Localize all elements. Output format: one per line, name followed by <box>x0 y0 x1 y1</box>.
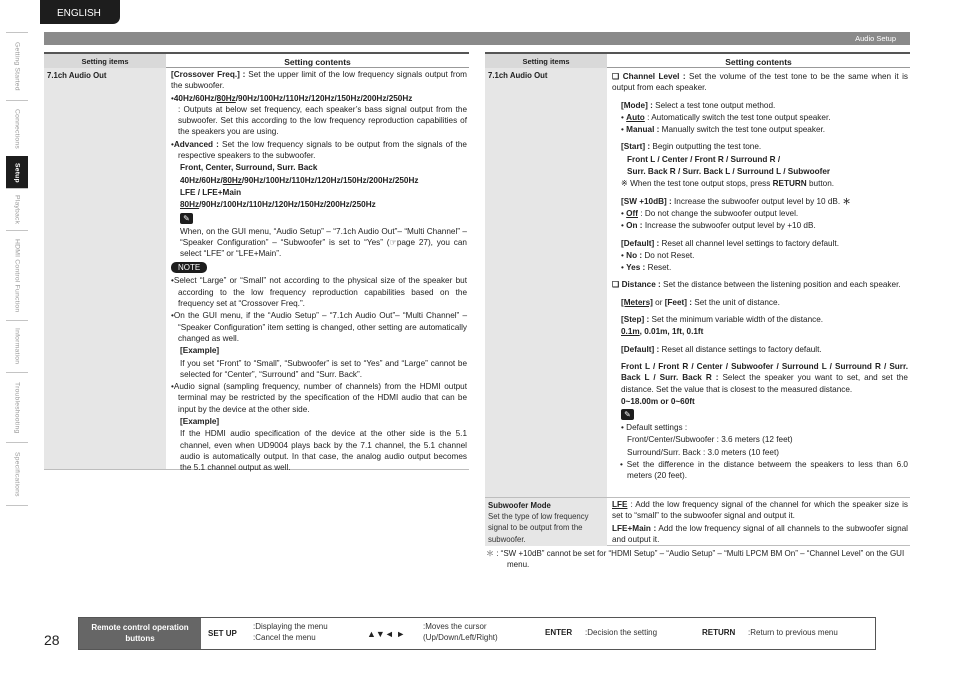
setup-key: SET UP <box>208 629 237 638</box>
step-options: , 0.01m, 1ft, 0.1ft <box>639 327 704 337</box>
step-label: [Step] : <box>621 315 650 325</box>
example-1-label: [Example] <box>180 346 220 356</box>
crossover-freq-pre: 40Hz/60Hz/ <box>173 93 217 103</box>
setting-contents: [Crossover Freq.] : Set the upper limit of the low frequency signals output from the subwoofer. •40Hz/60Hz/80Hz/90Hz/100Hz/110Hz/120Hz/150Hz/200Hz/250Hz : Outputs at below set frequency, each speaker’s bass signal output from the subwoofer. Set this according to the low frequency reproduction capabilities of the speakers you are using. •Advanced : Set the low frequency signals to be output from the signals of the respective speakers to the subwoofer. Front, Center, Surround, Surr. Back 40Hz/60Hz/80Hz/90Hz/100Hz/110Hz/120Hz/150Hz/200Hz/250Hz LFE / LFE+Main 80Hz/90Hz/100Hz/110Hz/120Hz/150Hz/200Hz/250Hz ✎ When, on the GUI menu, “Audio Setup” – “7.1ch Audio Out”– “Multi Channel” – “Speaker Configuration” – “Subwoofer” is set to “Yes” (☞page 27), you can select “LFE” or “LFE+Main”. NOTE •Select “Large” or “Small” not according to the physical size of the speaker but according to the low frequency reproduction capabilities based on the frequency set at “Crossover Freq.”. •On the GUI menu, if the “Audio Setup” – “7.1ch Audio Out”– “Multi Channel” – “Speaker Configuration” item setting is changed, other setting are automatically changed as well. [Example] If you set “Front” to “Small”, “Subwoofer” is set to “Yes” and “Large” cannot be selected for “Center”, “Surround” and “Surr. Back”. •Audio signal (sampling frequency, number of channels) from the HDMI output terminal may be restricted by the specification of the HDMI audio that can be input by the device at the other side. [Example] If the HDMI audio specification of the device at the other side is the 5.1 channel, even when UD9004 plays back by the 7.1 channel, the 5.1 channel audio is automatically output. In that case, the analog audio output becomes the 5.1 channel output as well. <box>171 70 467 473</box>
on-desc: Increase the subwoofer output level by +10 dB. <box>644 221 816 231</box>
items-column <box>44 68 166 469</box>
lfe-mode-label: LFE <box>612 500 628 509</box>
off-label: Off <box>626 208 638 218</box>
subwoofer-mode-title: Subwoofer Mode <box>488 501 551 510</box>
setup-desc-1: :Displaying the menu <box>253 622 328 631</box>
sidebar-item-label: HDMI Control Function <box>13 238 21 313</box>
on-label: On : <box>626 221 643 231</box>
crossover-freq-post: /90Hz/100Hz/110Hz/120Hz/150Hz/200Hz/250Hz <box>235 93 413 103</box>
lfe-freq-post: /90Hz/100Hz/110Hz/120Hz/150Hz/200Hz/250Hz <box>199 200 376 210</box>
sidebar-item-playback[interactable] <box>6 188 28 230</box>
no-label: No : <box>626 250 643 260</box>
note-bullet-1: Select “Large” or “Small” not according to the physical size of the speaker but according to the low frequency reproduction capabilities based on the frequency set at “Crossover Freq.”. <box>173 276 467 309</box>
sidebar-item-getting-started[interactable] <box>6 32 28 100</box>
column-header-items: Setting items <box>44 52 166 68</box>
language-tab: ENGLISH <box>40 0 120 24</box>
lfe-label: LFE / LFE+Main <box>180 187 242 197</box>
example-1-text: If you set “Front” to “Small”, “Subwoofer” is set to “Yes” and “Large” cannot be selected for “Center”, “Surround” and “Surr. Back”. <box>180 358 467 379</box>
lfe-mode-desc: : Add the low frequency signal of the channel for which the speaker size is set to “small” to the subwoofer signal and output it. <box>612 500 908 521</box>
left-settings-table <box>44 52 469 473</box>
auto-desc: : Automatically switch the test tone output speaker. <box>647 112 831 122</box>
lfe-main-label: LFE+Main : <box>612 523 657 533</box>
crossover-desc: Set the upper limit of the low frequency signals output from the subwoofer. <box>171 70 467 91</box>
sidebar-item-hdmi-control[interactable] <box>6 230 28 320</box>
cursor-desc-1: :Moves the cursor <box>423 622 487 631</box>
sw-label: [SW +10dB] : <box>621 196 672 206</box>
distance-desc: Set the distance between the listening position and each speaker. <box>663 280 901 290</box>
pencil-icon: ✎ <box>621 409 634 420</box>
return-key: RETURN <box>702 628 736 637</box>
default-settings-label: Default settings : <box>626 423 688 433</box>
example-2-label: [Example] <box>180 417 220 427</box>
enter-key: ENTER <box>545 628 573 637</box>
enter-desc: :Decision the setting <box>585 628 658 637</box>
start-speaker-list-1: Front L / Center / Front R / Surround R / <box>627 154 781 164</box>
lfe-freq-default: 80Hz <box>180 200 200 210</box>
note-bullet-2: On the GUI menu, if the “Audio Setup” – “7.1ch Audio Out”– “Multi Channel” – “Speaker Configuration” item setting is changed, other setting are automatically changed as well. <box>173 311 467 343</box>
difference-note: Set the difference in the distance betweem the speakers to less than 6.0 meters (20 feet). <box>626 460 908 481</box>
crossover-freq-default: 80Hz <box>216 93 236 103</box>
note-badge: NOTE <box>171 262 207 273</box>
step-default: 0.1m <box>621 327 640 337</box>
dist-default-label: [Default] : <box>621 344 660 354</box>
mode-label: [Mode] : <box>621 100 653 110</box>
setup-desc-2: :Cancel the menu <box>253 633 316 642</box>
sidebar-item-label: Specifications <box>13 451 21 497</box>
setting-item-title: 7.1ch Audio Out <box>488 71 548 80</box>
example-2-text: If the HDMI audio specification of the device at the other side is the 5.1 channel, even when UD9004 plays back by the 7.1 channel, the 5.1 channel audio is automatically output. In that case, the analog audio output becomes the 5.1 channel output as well. <box>180 429 467 473</box>
ch-freq-default: 80Hz <box>222 175 242 185</box>
yes-desc: Reset. <box>647 263 672 273</box>
manual-label: Manual : <box>626 125 660 135</box>
gui-note-post: page 27), you can select “LFE” or “LFE+Main”. <box>180 237 467 259</box>
feet-label: [Feet] : <box>664 297 692 307</box>
gui-note-pre: When, on the GUI menu, “Audio Setup” – “7.1ch Audio Out”– “Multi Channel” – “Speaker Configuration” – “Subwoofer” is set to “Yes” ( <box>180 226 467 247</box>
start-label: [Start] : <box>621 142 651 152</box>
no-desc: Do not Reset. <box>644 250 695 260</box>
page-number: 28 <box>44 632 60 648</box>
sw-desc: Increase the subwoofer output level by 10 dB. <box>674 196 841 206</box>
section-header: Audio Setup <box>44 32 910 45</box>
cursor-arrows-icon: ▲▼◄ ► <box>367 629 406 639</box>
channel-level-label: ❑ Channel Level : <box>612 72 686 81</box>
sidebar-item-label: Setup <box>13 162 21 183</box>
off-desc: : Do not change the subwoofer output level. <box>640 208 799 218</box>
column-header-contents: Setting contents <box>166 52 469 68</box>
return-desc: :Return to previous menu <box>748 628 838 637</box>
default-front: Front/Center/Subwoofer : 3.6 meters (12 feet) <box>627 435 793 445</box>
column-header-items: Setting items <box>485 52 607 68</box>
crossover-freq-desc: : Outputs at below set frequency, each speaker’s bass signal output from the subwoofer. Set this according to the low frequency reproduction capabilities of the speakers you are using. <box>178 104 467 137</box>
distance-range: 0~18.00m or 0~60ft <box>621 396 695 406</box>
row-separator <box>485 497 910 498</box>
yes-label: Yes : <box>626 263 646 273</box>
sidebar-item-setup[interactable] <box>6 156 28 188</box>
advanced-desc: Set the low frequency signals to be output from the signals of the respective speakers to the subwoofer. <box>178 139 467 161</box>
subwoofer-mode-desc: Set the type of low frequency signal to be output from the subwoofer. <box>488 512 589 544</box>
ch-freq-pre: 40Hz/60Hz/ <box>180 175 223 185</box>
crossover-label: [Crossover Freq.] : <box>171 70 246 79</box>
step-desc: Set the minimum variable width of the distance. <box>651 315 824 325</box>
lfe-main-desc: Add the low frequency signal of all channels to the subwoofer signal and output it. <box>612 523 908 544</box>
sidebar-item-connections[interactable] <box>6 100 28 156</box>
ch-freq-post: /90Hz/100Hz/110Hz/120Hz/150Hz/200Hz/250Hz <box>241 175 419 185</box>
setting-contents: ❑ Channel Level : Set the volume of the test tone to be the same when it is output from each speaker. [Mode] : Select a test tone output method. • Auto : Automatically switch the test tone output speaker. • Manual : Manually switch the test tone output speaker. [Start] : Begin outputting the test tone. Front L / Center / Front R / Surround R / Surr. Back R / Surr. Back L / Surround L / Subwoofer ※ When the test tone output stops, press RETURN button. [SW +10dB] : Increase the subwoofer output level by 10 dB. ＊ • Off : Do not change the subwoofer output level. • On : Increase the subwoofer output level by +10 dB. [Default] : Reset all channel level settings to factory default. • No : Do not Reset. • Yes : Reset. ❑ Distance : Set the distance between the listening position and each speaker. [Meters] or [Feet] : Set the unit of distance. [Step] : Set the minimum variable width of the distance. 0.1m, 0.01m, 1ft, 0.1ft [Default] : Reset all distance settings to factory default. Front L / Front R / Center / Subwoofer / Surround L / Surround R / Surr. Back L / Surr. Back R : Select the speaker you want to set, and set the distance. Set the value that is closest to the measured distance. 0~18.00m or 0~60ft ✎ • Default settings : Front/Center/Subwoofer : 3.6 meters (12 feet) Surround/Surr. Back : 3.0 meters (10 feet) • Set the difference in the distance betweem the speakers to less than 6.0 meters (20 feet). <box>612 72 908 481</box>
channel-level-desc: Set the volume of the test tone to be the same when it is output from each speaker. <box>612 72 908 93</box>
sidebar-item-label: Troubleshooting <box>13 381 21 434</box>
items-column <box>485 68 607 497</box>
pencil-icon: ✎ <box>180 213 193 224</box>
or-text: or <box>652 297 665 307</box>
channel-list: Front, Center, Surround, Surr. Back <box>180 163 318 173</box>
note-bullet-3: Audio signal (sampling frequency, number of channels) from the HDMI output terminal may be restricted by the specification of the HDMI audio that can be input by the device at the other side. <box>173 382 467 414</box>
sidebar-item-label: Playback <box>13 194 21 225</box>
manual-desc: Manually switch the test tone output speaker. <box>661 125 826 135</box>
distance-label: ❑ Distance : <box>612 280 661 290</box>
default-surround: Surround/Surr. Back : 3.0 meters (10 feet) <box>627 447 779 457</box>
stop-note-pre: ※ When the test tone output stops, press <box>621 179 773 189</box>
cl-default-label: [Default] : <box>621 238 660 248</box>
speaker-list-label: Front L / Front R / Center / Subwoofer / Surround L / Surround R / Surr. Back L / Surr. Back R : <box>621 361 908 383</box>
mode-desc: Select a test tone output method. <box>655 100 776 110</box>
setting-item-title: 7.1ch Audio Out <box>47 71 107 80</box>
auto-label: Auto <box>626 112 645 122</box>
cl-default-desc: Reset all channel level settings to factory default. <box>661 238 839 248</box>
sidebar-item-label: Getting Started <box>13 42 21 91</box>
right-settings-table <box>485 52 910 546</box>
start-speaker-list-2: Surr. Back R / Surr. Back L / Surround L / Subwoofer <box>627 167 831 177</box>
remote-control-legend <box>78 617 876 650</box>
sidebar-item-information[interactable] <box>6 320 28 372</box>
advanced-label: Advanced : <box>173 139 219 149</box>
sidebar-item-label: Information <box>13 328 21 365</box>
sidebar-item-specifications[interactable] <box>6 442 28 506</box>
meters-label: [Meters] <box>621 297 653 307</box>
speaker-list-desc: Select the speaker you want to set, and set the distance. Set the value that is closest to the measured distance. <box>621 373 908 394</box>
sw-footnote-mark: ＊ <box>842 196 851 206</box>
unit-desc: Set the unit of distance. <box>694 297 780 307</box>
sidebar-item-label: Connections <box>13 108 21 149</box>
stop-note-key: RETURN <box>772 179 807 189</box>
stop-note-post: button. <box>806 179 835 189</box>
column-header-contents: Setting contents <box>607 52 910 68</box>
sidebar-item-troubleshooting[interactable] <box>6 372 28 442</box>
dist-default-desc: Reset all distance settings to factory default. <box>661 344 822 354</box>
legend-label: Remote control operation buttons <box>79 618 201 649</box>
start-desc: Begin outputting the test tone. <box>652 142 762 152</box>
page-ref-icon: ☞ <box>389 237 397 247</box>
subwoofer-mode-contents <box>612 499 908 546</box>
footnote: ＊ : “SW +10dB” cannot be set for “HDMI Setup” – “Audio Setup” – “Multi LPCM BM On” – “Channel Level” on the GUI menu. <box>486 549 905 570</box>
cursor-desc-2: (Up/Down/Left/Right) <box>423 633 498 642</box>
